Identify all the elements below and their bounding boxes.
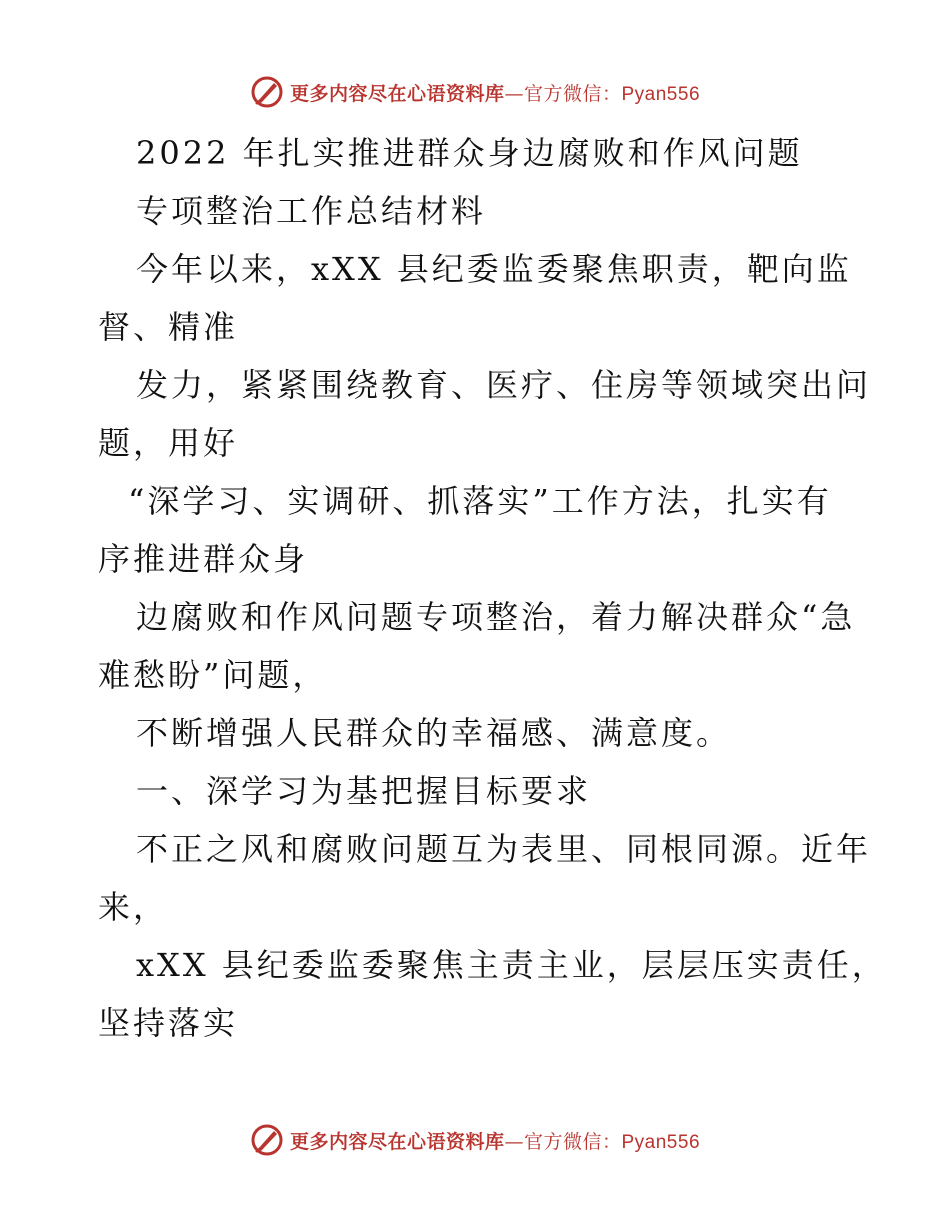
- document-body: [98, 124, 887, 1052]
- watermark-brand: 更多内容尽在心语资料库: [289, 1130, 505, 1153]
- paragraph-line: 今年以来，xXX 县纪委监委聚焦职责，靶向监: [136, 250, 852, 288]
- paragraph-line: 发力，紧紧围绕教育、医疗、住房等领域突出问: [136, 366, 872, 404]
- quill-pen-logo-icon: [250, 75, 284, 109]
- paragraph-line: 难愁盼”问题，: [98, 656, 328, 694]
- watermark-separator: —: [504, 82, 524, 105]
- watermark-separator: —: [504, 1130, 524, 1153]
- header-watermark: [0, 72, 950, 112]
- section-heading: 一、深学习为基把握目标要求: [136, 772, 592, 810]
- watermark-wechat-id: Pyan556: [621, 83, 701, 105]
- paragraph-line: 不正之风和腐败问题互为表里、同根同源。近年: [136, 830, 872, 868]
- paragraph-line: 序推进群众身: [98, 540, 309, 578]
- paragraph-line: 坚持落实: [98, 1004, 239, 1042]
- quill-pen-logo-icon: [250, 1123, 284, 1157]
- watermark-wechat-label: 官方微信：: [523, 1130, 622, 1153]
- paragraph-line: “深学习、实调研、抓落实”工作方法，扎实有: [128, 482, 832, 520]
- paragraph-line: 边腐败和作风问题专项整治，着力解决群众“急: [136, 598, 856, 636]
- watermark-wechat-id: Pyan556: [621, 1131, 701, 1153]
- footer-watermark: [0, 1120, 950, 1160]
- watermark-wechat-label: 官方微信：: [523, 82, 622, 105]
- paragraph-line: 不断增强人民群众的幸福感、满意度。: [136, 714, 732, 752]
- paragraph-line: 督、精准: [98, 308, 239, 346]
- title-line-2: 专项整治工作总结材料: [136, 192, 487, 230]
- paragraph-line: xXX 县纪委监委聚焦主责主业，层层压实责任，: [136, 946, 887, 984]
- paragraph-line: 题，用好: [98, 424, 239, 462]
- title-line-1: 2022 年扎实推进群众身边腐败和作风问题: [136, 134, 803, 172]
- paragraph-line: 来，: [98, 888, 169, 926]
- watermark-brand: 更多内容尽在心语资料库: [289, 82, 505, 105]
